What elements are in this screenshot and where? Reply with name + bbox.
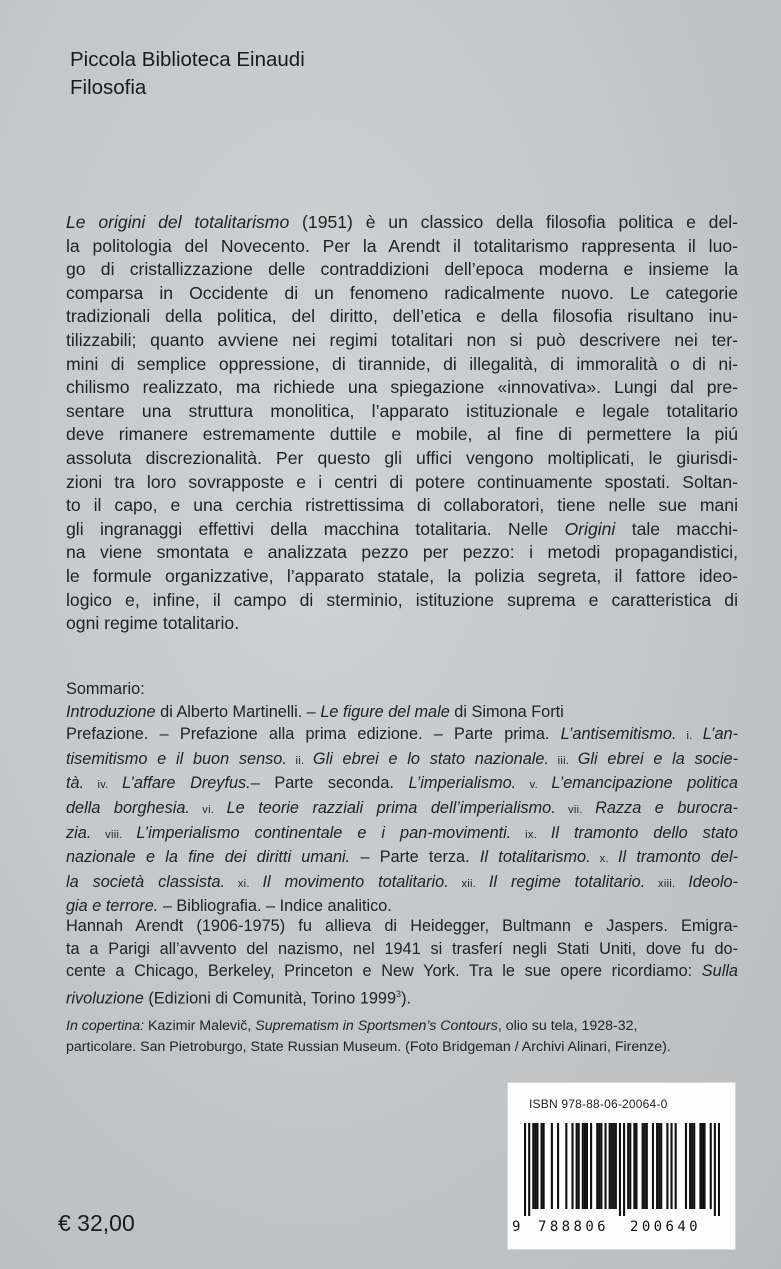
toc-line: della borghesia. vi. Le teorie razziali prima dell’imperialismo. vii. Razza e burocra-	[66, 798, 738, 817]
toc-line: gia e terrore. – Bibliografia. – Indice analitico.	[66, 897, 392, 916]
barcode-bar	[619, 1123, 621, 1216]
barcode-first-digit: 9	[512, 1219, 521, 1235]
barcode-bar	[644, 1123, 646, 1209]
table-of-contents	[66, 678, 738, 918]
barcode-bar	[693, 1123, 695, 1209]
barcode-bar	[586, 1123, 588, 1209]
isbn-barcode-box	[507, 1082, 736, 1250]
barcode-bar	[613, 1123, 615, 1209]
barcode-bar	[701, 1123, 703, 1209]
desc-line: Le origini del totalitarismo (1951) è un classico della filosofia politica e del-	[66, 212, 738, 232]
author-bio	[66, 915, 738, 1010]
toc-line: tisemitismo e il buon senso. ii. Gli ebrei e lo stato nazionale. iii. Gli ebrei e la socie-	[66, 749, 738, 768]
barcode-icon	[524, 1123, 720, 1216]
desc-line: comparsa in Occidente di un fenomeno radicalmente nuovo. Le categorie	[66, 282, 738, 303]
barcode-bar	[541, 1123, 543, 1209]
barcode-bar	[656, 1123, 658, 1209]
barcode-bar	[699, 1123, 701, 1209]
toc-line: nazionale e la fine dei diritti umani. – Parte terza. Il totalitarismo. x. Il tramonto del-	[66, 848, 738, 867]
book-description	[66, 211, 738, 636]
toc-line: Introduzione di Alberto Martinelli. – Le figure del male di Simona Forti	[66, 702, 564, 721]
desc-line: tradizionali della politica, del diritto, dell’etica e della filosofia risultano inu-	[66, 306, 738, 327]
barcode-bar	[703, 1123, 705, 1209]
toc-heading: Sommario:	[66, 680, 145, 698]
barcode-bar	[689, 1123, 691, 1209]
barcode-bar	[584, 1123, 586, 1209]
barcode-bar	[598, 1123, 600, 1209]
series-subject: Filosofia	[70, 76, 147, 99]
desc-line: sentare una struttura monolitica, l’apparato istituzionale e legale totalitario	[66, 400, 738, 421]
desc-line: deve rimanere estremamente duttile e mobile, al fine di permettere la piú	[66, 424, 738, 445]
barcode-bar	[670, 1123, 672, 1209]
desc-line: mini di semplice oppressione, di tirannide, di illegalità, di immoralità o di ni-	[66, 353, 738, 374]
barcode-bar	[652, 1123, 654, 1209]
desc-line: tilizzabili; quanto avviene nei regimi totalitari non si può descrivere nei ter-	[66, 329, 738, 350]
barcode-bar	[571, 1123, 573, 1209]
barcode-bar	[718, 1123, 720, 1216]
barcode-bar	[532, 1123, 534, 1209]
barcode-bar	[590, 1123, 592, 1209]
barcode-bar	[660, 1123, 662, 1209]
barcode-bar	[611, 1123, 613, 1209]
barcode-bar	[627, 1123, 629, 1209]
barcode-group-2: 200640	[630, 1219, 701, 1235]
barcode-bar	[629, 1123, 631, 1209]
barcode-bar	[528, 1123, 530, 1216]
bio-line: cente a Chicago, Berkeley, Princeton e New York. Tra le sue opere ricordiamo: Sulla	[66, 962, 738, 981]
desc-line: la politologia del Novecento. Per la Arendt il totalitarismo rappresenta il luo-	[66, 235, 738, 256]
barcode-bar	[623, 1123, 625, 1216]
barcode-bar	[543, 1123, 545, 1209]
toc-line: la società classista. xi. Il movimento totalitario. xii. Il regime totalitario. xiii. Ideolo-	[66, 872, 738, 891]
barcode-bar	[615, 1123, 617, 1209]
desc-line: ogni regime totalitario.	[66, 613, 240, 634]
desc-line: go di cristallizzazione delle contraddizioni dell’epoca moderna e insieme la	[66, 259, 738, 280]
desc-line: assoluta discrezionalità. Per questo gli uffici vengono moltiplicati, le giurisdi-	[66, 447, 738, 468]
desc-line: le formule organizzative, l’apparato statale, la polizia segreta, il fattore ideo-	[66, 565, 738, 586]
barcode-bar	[691, 1123, 693, 1209]
toc-line: Prefazione. – Prefazione alla prima edizione. – Parte prima. L’antisemitismo. i. L’an-	[66, 725, 738, 744]
barcode-bar	[578, 1123, 580, 1209]
barcode-bar	[714, 1123, 716, 1216]
desc-line: na viene smontata e analizzata pezzo per pezzo: i metodi propagandistici,	[66, 542, 738, 563]
barcode-bar	[675, 1123, 677, 1209]
barcode-group-1: 788806	[538, 1219, 609, 1235]
barcode-bar	[658, 1123, 660, 1209]
bio-line: rivoluzione (Edizioni di Comunità, Torino 1999$^3$).	[66, 988, 412, 1008]
toc-line: tà. iv. L’affare Dreyfus.– Parte seconda. L’imperialismo. v. L’emancipazione politica	[66, 774, 738, 793]
barcode-bar	[685, 1123, 687, 1209]
isbn-label: ISBN 978-88-06-20064-0	[529, 1097, 668, 1111]
barcode-bar	[596, 1123, 598, 1209]
barcode-bar	[524, 1123, 526, 1216]
bio-line: Hannah Arendt (1906-1975) fu allieva di Heidegger, Bultmann e Jaspers. Emigra-	[66, 917, 738, 935]
price: € 32,00	[58, 1210, 135, 1236]
barcode-bar	[565, 1123, 567, 1209]
cover-credit	[66, 1016, 738, 1058]
barcode-bar	[666, 1123, 668, 1209]
book-title: Le origini del totalitarismo	[66, 212, 290, 232]
barcode-bar	[582, 1123, 584, 1209]
barcode-bar	[710, 1123, 712, 1209]
bio-line: ta a Parigi all’avvento del nazismo, nel 1941 si trasferí negli Stati Uniti, dove fu do-	[66, 939, 738, 958]
desc-line: gli ingranaggi effettivi della macchina totalitaria. Nelle Origini tale macchi-	[66, 518, 739, 539]
series-info	[70, 46, 305, 102]
barcode-bar	[536, 1123, 538, 1209]
barcode-bar	[534, 1123, 536, 1209]
barcode-bar	[600, 1123, 602, 1209]
barcode-bar	[557, 1123, 559, 1209]
series-name: Piccola Biblioteca Einaudi	[70, 48, 305, 71]
desc-line: to il capo, e una cerchia ristrettissima di collaboratori, tiene nelle sue mani	[66, 495, 738, 516]
barcode-bar	[576, 1123, 578, 1209]
toc-line: zia. viii. L’imperialismo continentale e i pan-movimenti. ix. Il tramonto dello stato	[66, 823, 738, 842]
barcode-bar	[633, 1123, 635, 1209]
desc-line: logico e, infine, il campo di sterminio, istituzione suprema e caratteristica di	[66, 589, 738, 610]
barcode-bar	[609, 1123, 611, 1209]
desc-line: chilismo realizzato, ma richiede una spiegazione «innovativa». Lungi dal pre-	[66, 377, 738, 398]
barcode-bar	[635, 1123, 637, 1209]
barcode-bar	[604, 1123, 606, 1209]
barcode-bar	[551, 1123, 553, 1209]
barcode-bar	[642, 1123, 644, 1209]
credit-line: particolare. San Pietroburgo, State Russian Museum. (Foto Bridgeman / Archivi Alinari, Firenze).	[66, 1039, 671, 1055]
desc-line: zioni tra loro sovrapposte e i centri di potere continuamente spostati. Soltan-	[66, 471, 738, 492]
credit-line: In copertina: Kazimir Malevič, Suprematism in Sportsmen’s Contours, olio su tela, 1928-32,	[66, 1018, 638, 1034]
barcode-bar	[646, 1123, 648, 1209]
